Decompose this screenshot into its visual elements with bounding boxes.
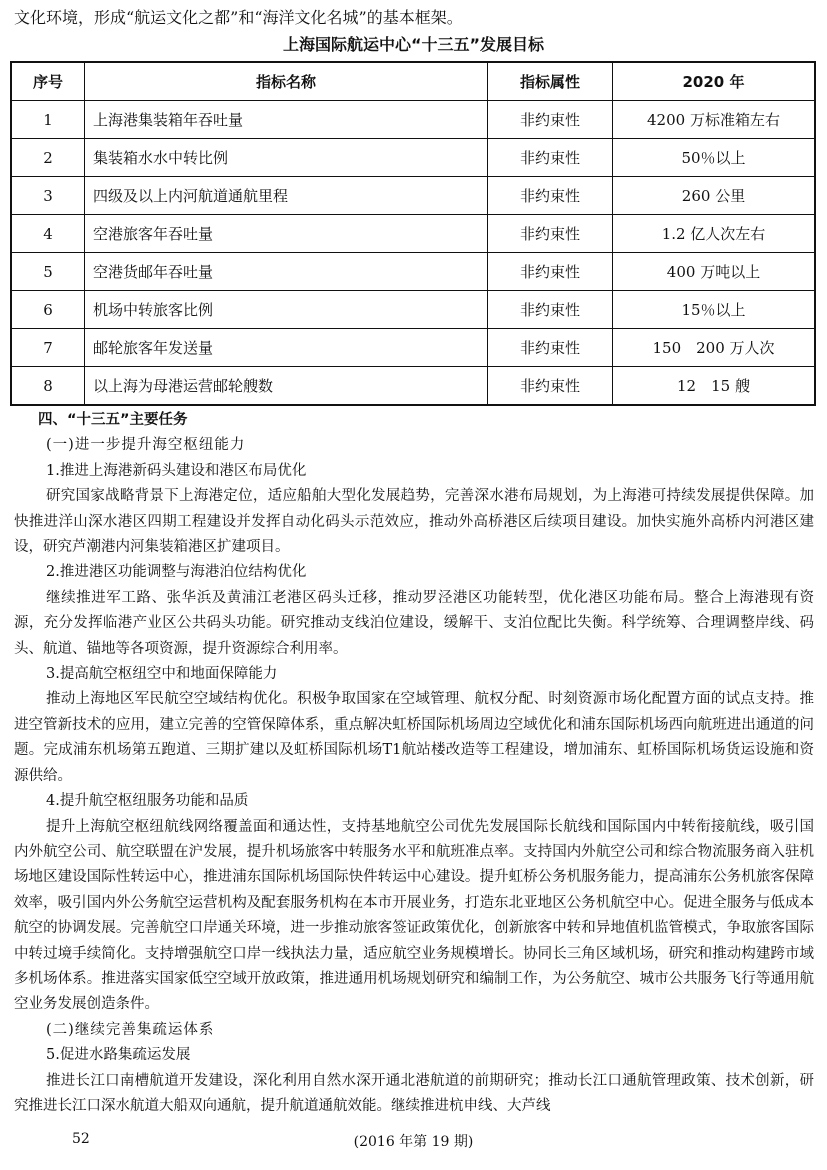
table-row — [11, 291, 815, 329]
table-row — [11, 329, 815, 367]
row-target: 4200 万标准箱左右 — [613, 101, 816, 139]
header-indicator-attribute: 指标属性 — [488, 62, 613, 101]
row-target: 400 万吨以上 — [613, 253, 816, 291]
row-target: 50％以上 — [613, 139, 816, 177]
row-number: 5 — [11, 253, 85, 291]
section-heading: 四、“十三五”主要任务 — [38, 412, 188, 428]
item-heading: 4.提升航空枢纽服务功能和品质 — [46, 793, 249, 810]
table-header-row — [11, 62, 815, 101]
item-heading: 3.提高航空枢纽空中和地面保障能力 — [46, 666, 278, 683]
body-paragraph: 提升上海航空枢纽航线网络覆盖面和通达性，支持基地航空公司优先发展国际长航线和国际国内中转衔接航线，吸引国内外航空公司、航空联盟在沪发展，提升机场旅客中转服务水平和航班准点率。支持国内外航空公司和综合物流服务商入驻机场地区建设国际性转运中心，推进浦东国际机场国际快件转运中心建设。提升虹桥公务机服务能力，提高浦东公务机旅客保障效率，吸引国内外公务航空运营机构及配套服务机构在本市开展业务，打造东北亚地区公务机航空中心。促进全服务与低成本航空的协调发展。完善航空口岸通关环境，进一步推动旅客签证政策优化，创新旅客中转和异地值机监管模式，争取旅客国际中转过境手续简化。支持增强航空口岸一线执法力量，适应航空业务规模增长。协同长三角区域机场，研究和推动构建跨市域多机场体系。推进落实国家低空空域开放政策，推进通用机场规划研究和编制工作，为公务航空、城市公共服务飞行等通用航空业务发展创造条件。 — [14, 818, 814, 1013]
row-indicator-name: 四级及以上内河航道通航里程 — [85, 177, 488, 215]
item-heading: 1.推进上海港新码头建设和港区布局优化 — [46, 462, 307, 479]
table-row — [11, 253, 815, 291]
row-attribute: 非约束性 — [488, 215, 613, 253]
issue-label: (2016 年第 19 期) — [353, 1134, 474, 1150]
table-row — [11, 177, 815, 215]
table-row — [11, 101, 815, 139]
page-number: 52 — [72, 1131, 90, 1147]
row-number: 1 — [11, 101, 85, 139]
row-attribute: 非约束性 — [488, 291, 613, 329]
row-target: 12 15 艘 — [613, 367, 816, 406]
body-paragraph: 推动上海地区军民航空空域结构优化。积极争取国家在空域管理、航权分配、时刻资源市场化配置方面的试点支持。推进空管新技术的应用，建立完善的空管保障体系，重点解决虹桥国际机场周边空域优化和浦东国际机场西向航班进出通道的问题。完成浦东机场第五跑道、三期扩建以及虹桥国际机场T1航站楼改造等工程建设，增加浦东、虹桥国际机场货运设施和资源供给。 — [14, 691, 814, 784]
table-row — [11, 139, 815, 177]
body-paragraph: 继续推进军工路、张华浜及黄浦江老港区码头迁移，推动罗泾港区功能转型，优化港区功能布局。整合上海港现有资源，充分发挥临港产业区公共码头功能。研究推动支线泊位建设，缓解干、支泊位配比失衡。科学统筹、合理调整岸线、码头、航道、锚地等各项资源，提升资源综合利用率。 — [14, 589, 814, 657]
row-target: 1.2 亿人次左右 — [613, 215, 816, 253]
row-indicator-name: 以上海为母港运营邮轮艘数 — [85, 367, 488, 406]
table-title: 上海国际航运中心“十三五”发展目标 — [282, 35, 545, 54]
row-indicator-name: 机场中转旅客比例 — [85, 291, 488, 329]
row-indicator-name: 集装箱水水中转比例 — [85, 139, 488, 177]
row-target: 150 200 万人次 — [613, 329, 816, 367]
row-attribute: 非约束性 — [488, 367, 613, 406]
table-row — [11, 367, 815, 406]
row-attribute: 非约束性 — [488, 177, 613, 215]
row-indicator-name: 上海港集装箱年吞吐量 — [85, 101, 488, 139]
body-text — [14, 408, 814, 1119]
table-row — [11, 215, 815, 253]
row-attribute: 非约束性 — [488, 253, 613, 291]
body-paragraph: 研究国家战略背景下上海港定位，适应船舶大型化发展趋势，完善深水港布局规划，为上海港可持续发展提供保障。加快推进洋山深水港区四期工程建设并发挥自动化码头示范效应，推动外高桥港区后续项目建设。加快实施外高桥内河港区建设，研究芦潮港内河集装箱港区扩建项目。 — [14, 488, 814, 556]
intro-line: 文化环境，形成“航运文化之都”和“海洋文化名城”的基本框架。 — [14, 8, 463, 27]
row-attribute: 非约束性 — [488, 329, 613, 367]
row-indicator-name: 邮轮旅客年发送量 — [85, 329, 488, 367]
item-heading: 2.推进港区功能调整与海港泊位结构优化 — [46, 564, 307, 581]
header-number: 序号 — [11, 62, 85, 101]
row-number: 3 — [11, 177, 85, 215]
row-number: 7 — [11, 329, 85, 367]
header-indicator-name: 指标名称 — [85, 62, 488, 101]
item-heading: 5.促进水路集疏运发展 — [46, 1047, 191, 1064]
goals-table — [10, 61, 816, 406]
row-attribute: 非约束性 — [488, 101, 613, 139]
subsection-heading: (二)继续完善集疏运体系 — [46, 1021, 215, 1038]
row-target: 260 公里 — [613, 177, 816, 215]
row-target: 15％以上 — [613, 291, 816, 329]
row-number: 4 — [11, 215, 85, 253]
header-2020-target: 2020 年 — [613, 62, 816, 101]
table-body — [11, 101, 815, 406]
body-paragraph: 推进长江口南槽航道开发建设，深化利用自然水深开通北港航道的前期研究；推动长江口通航管理政策、技术创新，研究推进长江口深水航道大船双向通航，提升航道通航效能。继续推进杭申线、大芦线 — [14, 1072, 814, 1114]
row-attribute: 非约束性 — [488, 139, 613, 177]
row-number: 2 — [11, 139, 85, 177]
row-indicator-name: 空港货邮年吞吐量 — [85, 253, 488, 291]
subsection-heading: (一)进一步提升海空枢纽能力 — [46, 437, 246, 454]
row-indicator-name: 空港旅客年吞吐量 — [85, 215, 488, 253]
row-number: 8 — [11, 367, 85, 406]
row-number: 6 — [11, 291, 85, 329]
